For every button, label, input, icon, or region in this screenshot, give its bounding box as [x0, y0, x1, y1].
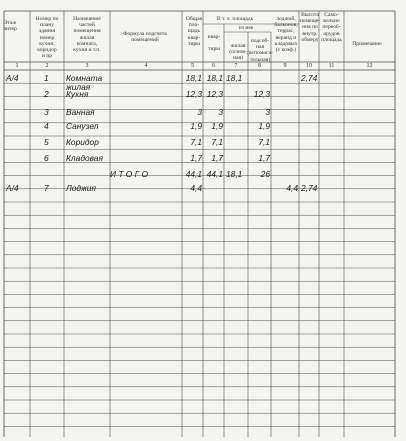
total-area-cell: 12,3 [185, 89, 202, 99]
living-area-cell: 18,1 [226, 73, 243, 83]
auxiliary-area-cell: 12,3 [253, 89, 270, 99]
column-number: 12 [366, 63, 373, 69]
liter-cell: А/4 [6, 73, 19, 83]
flat-area-cell: 44,1 [206, 169, 223, 179]
total-area-cell: 1,7 [190, 153, 202, 163]
total-area-cell: 18,1 [185, 73, 202, 83]
total-area-cell: 44,1 [185, 169, 202, 179]
total-area-cell: 7,1 [190, 137, 202, 147]
total-area-cell: 4,4 [190, 183, 202, 193]
flat-area-cell: 3 [218, 107, 223, 117]
room-number-cell: 3 [44, 107, 49, 117]
header-floor-liter: Этаж литер [3, 20, 17, 33]
column-number: 2 [45, 63, 49, 69]
flat-area-cell: 12,3 [206, 89, 223, 99]
column-number: 5 [191, 63, 194, 69]
auxiliary-area-cell: 3 [265, 107, 270, 117]
height-cell: 2,74 [301, 183, 318, 193]
header-room-purpose: Назначение частей помещения жилая комната, кухня и т.п. [73, 16, 101, 54]
auxiliary-area-cell: 26 [260, 169, 270, 179]
header-subgroup: из нее [238, 25, 254, 31]
room-number-cell: 7 [44, 183, 49, 193]
room-name-cell: Лоджия [66, 183, 96, 193]
room-number-cell: 6 [44, 153, 49, 163]
column-number: 4 [144, 63, 148, 69]
total-area-cell: 3 [197, 107, 202, 117]
column-number: 8 [258, 63, 261, 69]
room-name-cell: Кладовая [66, 153, 103, 163]
room-number-cell: 5 [44, 137, 49, 147]
column-number: 10 [306, 63, 312, 69]
column-number: 1 [15, 63, 19, 69]
room-number-cell: 4 [44, 121, 49, 131]
column-number: 11 [328, 63, 335, 69]
flat-area-cell: 1,9 [211, 121, 223, 131]
column-number: 9 [283, 63, 287, 69]
auxiliary-area-cell: 7,1 [258, 137, 270, 147]
auxiliary-area-cell: 1,9 [258, 121, 270, 131]
header-unauthorized-area: Само- вольно переоб- орудов площадь [321, 12, 342, 43]
room-name-cell: Кухня [66, 89, 89, 99]
formula-cell: И Т О Г О [110, 169, 148, 179]
flat-area-cell: 18,1 [206, 73, 223, 83]
column-number: 7 [234, 63, 238, 69]
header-formula: Формула подсчета помещений [123, 31, 167, 44]
flat-area-cell: 7,1 [211, 137, 223, 147]
liter-cell: А/4 [6, 183, 19, 193]
room-number-cell: 1 [44, 73, 49, 83]
header-room-number: Номер по плану здания номер кухни, коридор и пр [35, 16, 59, 60]
loggia-area-cell: 4,4 [286, 183, 298, 193]
total-area-cell: 1,9 [190, 121, 202, 131]
header-living-area: жилая (основ- ная) [229, 43, 247, 62]
living-area-cell: 18,1 [226, 169, 243, 179]
room-name-cell: Коридор [66, 137, 99, 147]
room-name-cell: Комната жилая [66, 73, 103, 92]
header-room-height: Высота помеще- ния по внутр. обмеру [299, 12, 321, 43]
height-cell: 2,74 [301, 73, 318, 83]
column-number: 3 [85, 63, 89, 69]
header-note: Примечание [352, 41, 382, 47]
header-loggia-area: лоджий, балконов, террас, веранд и кладовых (с коэф.) [274, 16, 298, 54]
header-area-group: В т. ч. площадь [216, 16, 254, 22]
header-flat-area: квар- тиры [207, 34, 221, 53]
room-name-cell: Санузел [66, 121, 99, 131]
header-total-area: Общая пло- щадь квар- тиры [185, 16, 203, 47]
column-number: 6 [212, 63, 215, 69]
flat-area-cell: 1,7 [211, 153, 223, 163]
room-number-cell: 2 [44, 89, 49, 99]
header-auxiliary-area: подсоб- ная (вспомога- тельная) [247, 38, 273, 63]
room-name-cell: Ванная [66, 107, 95, 117]
auxiliary-area-cell: 1,7 [258, 153, 270, 163]
